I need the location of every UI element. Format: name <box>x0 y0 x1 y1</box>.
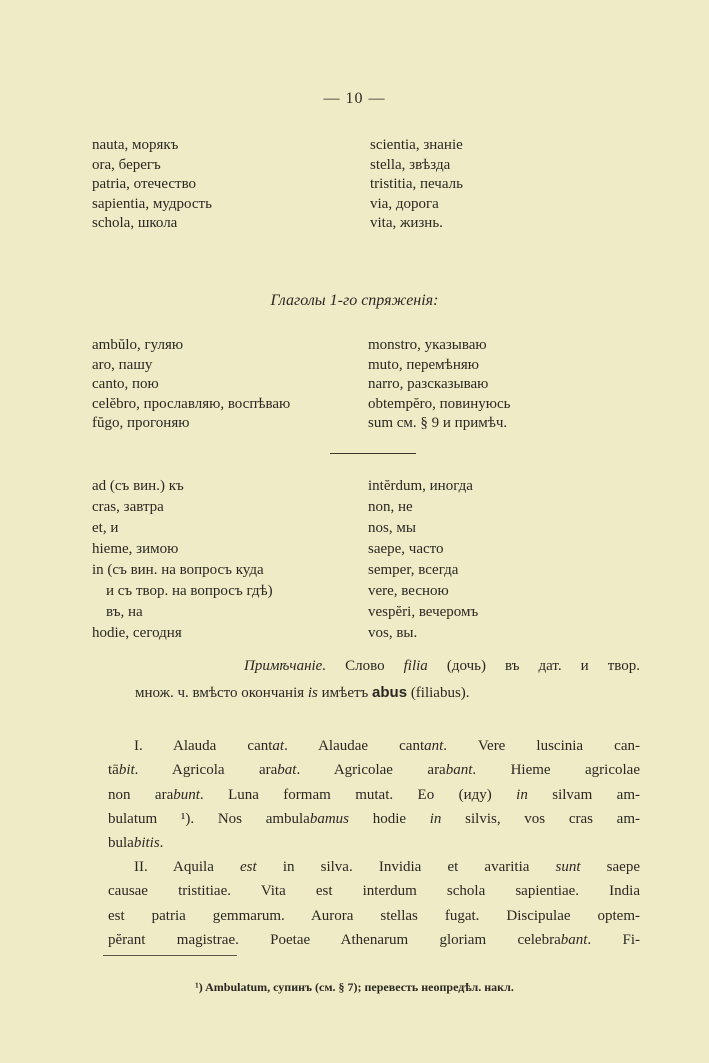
verbs-heading: Глаголы 1-го спряженія: <box>270 292 439 309</box>
text-segment: . Fi- <box>587 932 640 948</box>
vocab-entry: monstro, указываю <box>368 337 487 353</box>
vocab-entry: schola, школа <box>92 215 178 231</box>
text-segment: pĕrant magistrae. Poetae Athenarum gloriam celebra <box>108 932 561 948</box>
text-segment: est patria gemmarum. Aurora stellas fugat. Discipulae optem- <box>108 908 640 924</box>
italic-text: bant <box>445 762 473 778</box>
italic-text: at <box>272 738 285 754</box>
text-segment: II. Aquila <box>134 859 241 875</box>
italic-text: in <box>429 811 442 827</box>
text-segment: (дочь) въ дат. и твор. <box>427 658 640 674</box>
text-line <box>108 809 640 829</box>
text-segment: множ. ч. вмѣсто окончанія <box>135 685 308 701</box>
text-segment: silvam am- <box>527 787 640 803</box>
text-segment: saepe <box>580 859 640 875</box>
text-line <box>134 857 640 877</box>
adverbs-left <box>92 476 273 644</box>
text-segment: causae tristitiae. Vita est interdum schola sapientiae. India <box>108 883 640 899</box>
italic-text: sunt <box>555 859 581 875</box>
vocab-entry: canto, пою <box>92 376 159 392</box>
nouns-right <box>370 136 463 234</box>
page-number: — 10 — <box>323 90 386 107</box>
text-segment: non ara <box>108 787 174 803</box>
text-segment: (filiabus). <box>407 685 470 701</box>
bold-text: abus <box>372 684 408 701</box>
text-segment: bula <box>108 835 134 851</box>
vocab-entry: non, не <box>368 499 413 515</box>
vocab-entry: nos, мы <box>368 520 416 536</box>
text-segment: . Luna formam mutat. Eo (иду) <box>199 787 517 803</box>
vocab-entry: ambŭlo, гуляю <box>92 337 184 353</box>
vocab-entry: intĕrdum, иногда <box>368 478 473 494</box>
italic-text: est <box>240 859 257 875</box>
vocab-entry: sum см. § 9 и примѣч. <box>368 415 508 431</box>
section-divider <box>330 453 416 454</box>
vocab-entry: nauta, морякъ <box>92 137 179 153</box>
vocab-entry: patria, отечество <box>92 176 197 192</box>
italic-text: bitis <box>133 835 160 851</box>
text-segment: I. Alauda cant <box>134 738 273 754</box>
vocab-entry: muto, перемѣняю <box>368 356 479 373</box>
italic-text: bit <box>118 762 135 778</box>
vocab-entry: hodie, сегодня <box>92 625 182 641</box>
text-line <box>108 760 640 780</box>
text-segment: silvis, vos cras am- <box>441 811 640 827</box>
italic-text: bunt <box>173 787 200 803</box>
vocab-entry: hieme, зимою <box>92 541 179 557</box>
text-segment: in silva. Invidia et avaritia <box>256 859 556 875</box>
vocab-entry: tristitia, печаль <box>370 176 463 192</box>
italic-text: bant <box>560 932 588 948</box>
text-line <box>244 656 640 676</box>
vocab-entry: vita, жизнь. <box>370 215 443 231</box>
italic-text: Примѣчаніе. <box>244 658 327 674</box>
text-segment: Слово <box>326 658 404 674</box>
vocab-entry: cras, завтра <box>92 499 164 515</box>
vocab-entry: celĕbro, прославляю, воспѣваю <box>92 395 291 412</box>
text-line <box>108 930 640 950</box>
vocab-entry: и съ твор. на вопросъ гдѣ) <box>106 583 273 599</box>
vocab-entry: saepe, часто <box>368 541 444 557</box>
vocab-entry: et, и <box>92 520 119 536</box>
text-line <box>134 736 640 756</box>
footnote-divider <box>103 955 237 956</box>
text-line <box>108 785 640 805</box>
vocab-entry: vespĕri, вечеромъ <box>368 604 479 620</box>
text-segment: bulatum ¹). Nos ambula <box>108 811 310 827</box>
italic-text: is <box>307 685 318 701</box>
footnote: ¹) Ambulatum, супинъ (см. § 7); перевесть неопредѣл. накл. <box>195 980 514 994</box>
text-segment: . Alaudae cant <box>284 738 425 754</box>
vocab-entry: ad (съ вин.) къ <box>92 478 184 494</box>
text-segment: hodie <box>349 811 430 827</box>
text-segment: . <box>159 835 164 851</box>
vocab-entry: въ, на <box>106 604 143 620</box>
vocab-entry: semper, всегда <box>368 562 459 578</box>
text-segment: . Hieme agricolae <box>472 762 640 778</box>
vocab-entry: obtempĕro, повинуюсь <box>368 395 511 412</box>
text-line <box>108 881 640 901</box>
adverbs-right <box>368 476 478 644</box>
italic-text: ant <box>424 738 444 754</box>
italic-text: in <box>516 787 528 803</box>
vocab-entry: vos, вы. <box>368 625 418 641</box>
vocab-entry: via, дорога <box>370 195 439 212</box>
text-segment: имѣетъ <box>317 685 373 701</box>
verbs-right <box>368 336 511 434</box>
vocab-entry: in (съ вин. на вопросъ куда <box>92 562 264 578</box>
vocab-entry: fŭgo, прогоняю <box>92 415 190 431</box>
vocab-entry: sapientia, мудрость <box>92 195 212 212</box>
italic-text: bat <box>277 762 297 778</box>
text-line <box>135 683 640 703</box>
text-segment: tā <box>108 762 119 778</box>
vocab-entry: vere, весною <box>368 583 449 599</box>
text-line <box>108 833 640 853</box>
italic-text: filia <box>403 658 428 674</box>
verbs-left <box>92 336 290 434</box>
vocab-entry: scientia, знаніе <box>370 137 463 153</box>
nouns-left <box>92 136 212 234</box>
text-line <box>108 906 640 926</box>
text-segment: . Agricola ara <box>134 762 278 778</box>
vocab-entry: narro, разсказываю <box>368 376 489 392</box>
text-segment: . Vere luscinia can- <box>443 738 640 754</box>
vocab-entry: stella, звѣзда <box>370 156 451 173</box>
vocab-entry: ora, берегъ <box>92 156 161 173</box>
italic-text: bamus <box>309 811 350 827</box>
vocab-entry: aro, пашу <box>92 356 153 373</box>
text-segment: . Agricolae ara <box>296 762 446 778</box>
